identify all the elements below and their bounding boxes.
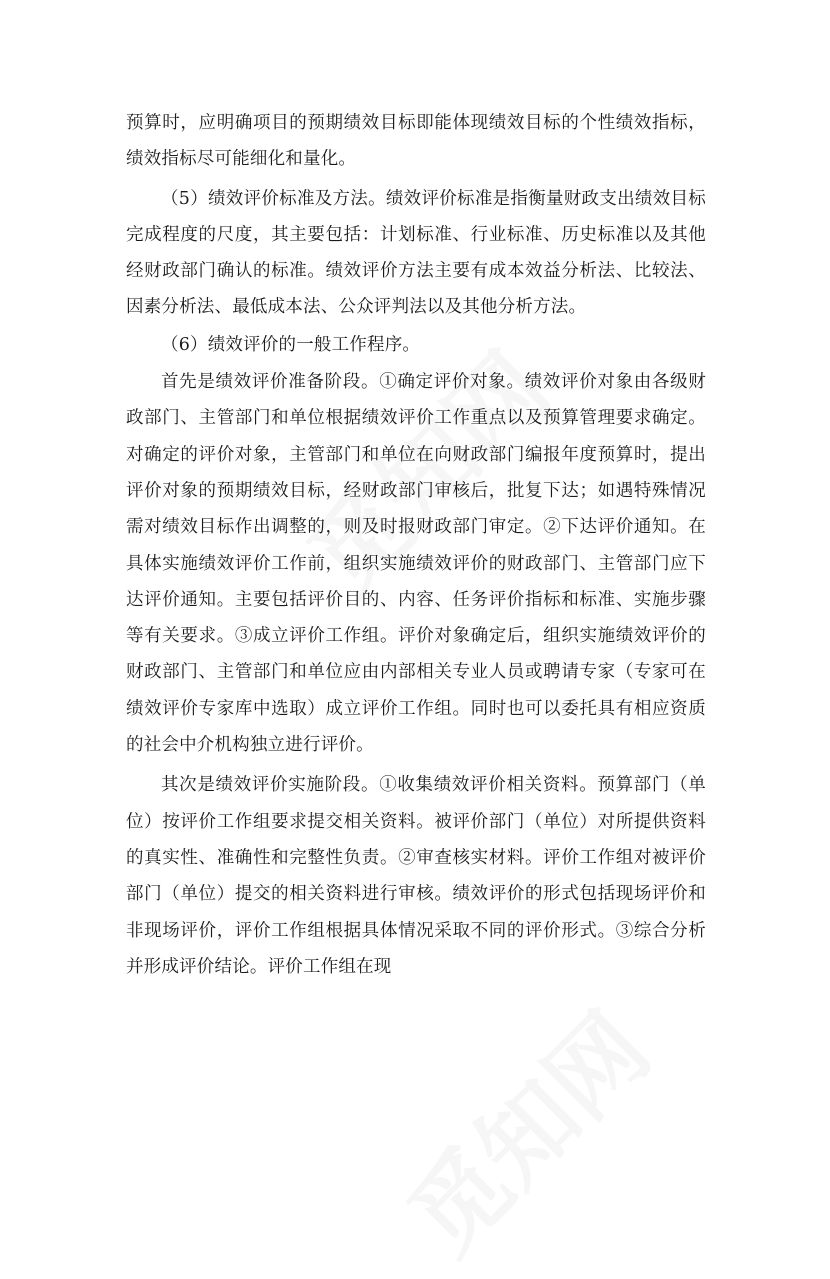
paragraph: 其次是绩效评价实施阶段。①收集绩效评价相关资料。预算部门（单位）按评价工作组要求提交相关资料。被评价部门（单位）对所提供资料的真实性、准确性和完整性负责。②审查核实材料。评价工作组对被评价部门（单位）提交的相关资料进行审核。绩效评价的形式包括现场评价和非现场评价，评价工作组根据具体情况采取不同的评价形式。③综合分析并形成评价结论。评价工作组在现	[126, 775, 706, 977]
paragraph: 预算时，应明确项目的预期绩效目标即能体现绩效目标的个性绩效指标，绩效指标尽可能细化和量化。	[126, 113, 706, 170]
paragraph: （5）绩效评价标准及方法。绩效评价标准是指衡量财政支出绩效目标完成程度的尺度，其主要包括：计划标准、行业标准、历史标准以及其他经财政部门确认的标准。绩效评价方法主要有成本效益分析法、比较法、因素分析法、最低成本法、公众评判法以及其他分析方法。	[126, 188, 706, 318]
paragraph: 首先是绩效评价准备阶段。①确定评价对象。绩效评价对象由各级财政部门、主管部门和单位根据绩效评价工作重点以及预算管理要求确定。对确定的评价对象，主管部门和单位在向财政部门编报年度预算时，提出评价对象的预期绩效目标，经财政部门审核后，批复下达；如遇特殊情况需对绩效目标作出调整的，则及时报财政部门审定。②下达评价通知。在具体实施绩效评价工作前，组织实施绩效评价的财政部门、主管部门应下达评价通知。主要包括评价目的、内容、任务评价指标和标准、实施步骤等有关要求。③成立评价工作组。评价对象确定后，组织实施绩效评价的财政部门、主管部门和单位应由内部相关专业人员或聘请专家（专家可在绩效评价专家库中选取）成立评价工作组。同时也可以委托具有相应资质的社会中介机构独立进行评价。	[126, 372, 706, 756]
paragraph: （6）绩效评价的一般工作程序。	[161, 334, 421, 355]
document-body	[126, 105, 706, 985]
watermark	[374, 978, 675, 1279]
